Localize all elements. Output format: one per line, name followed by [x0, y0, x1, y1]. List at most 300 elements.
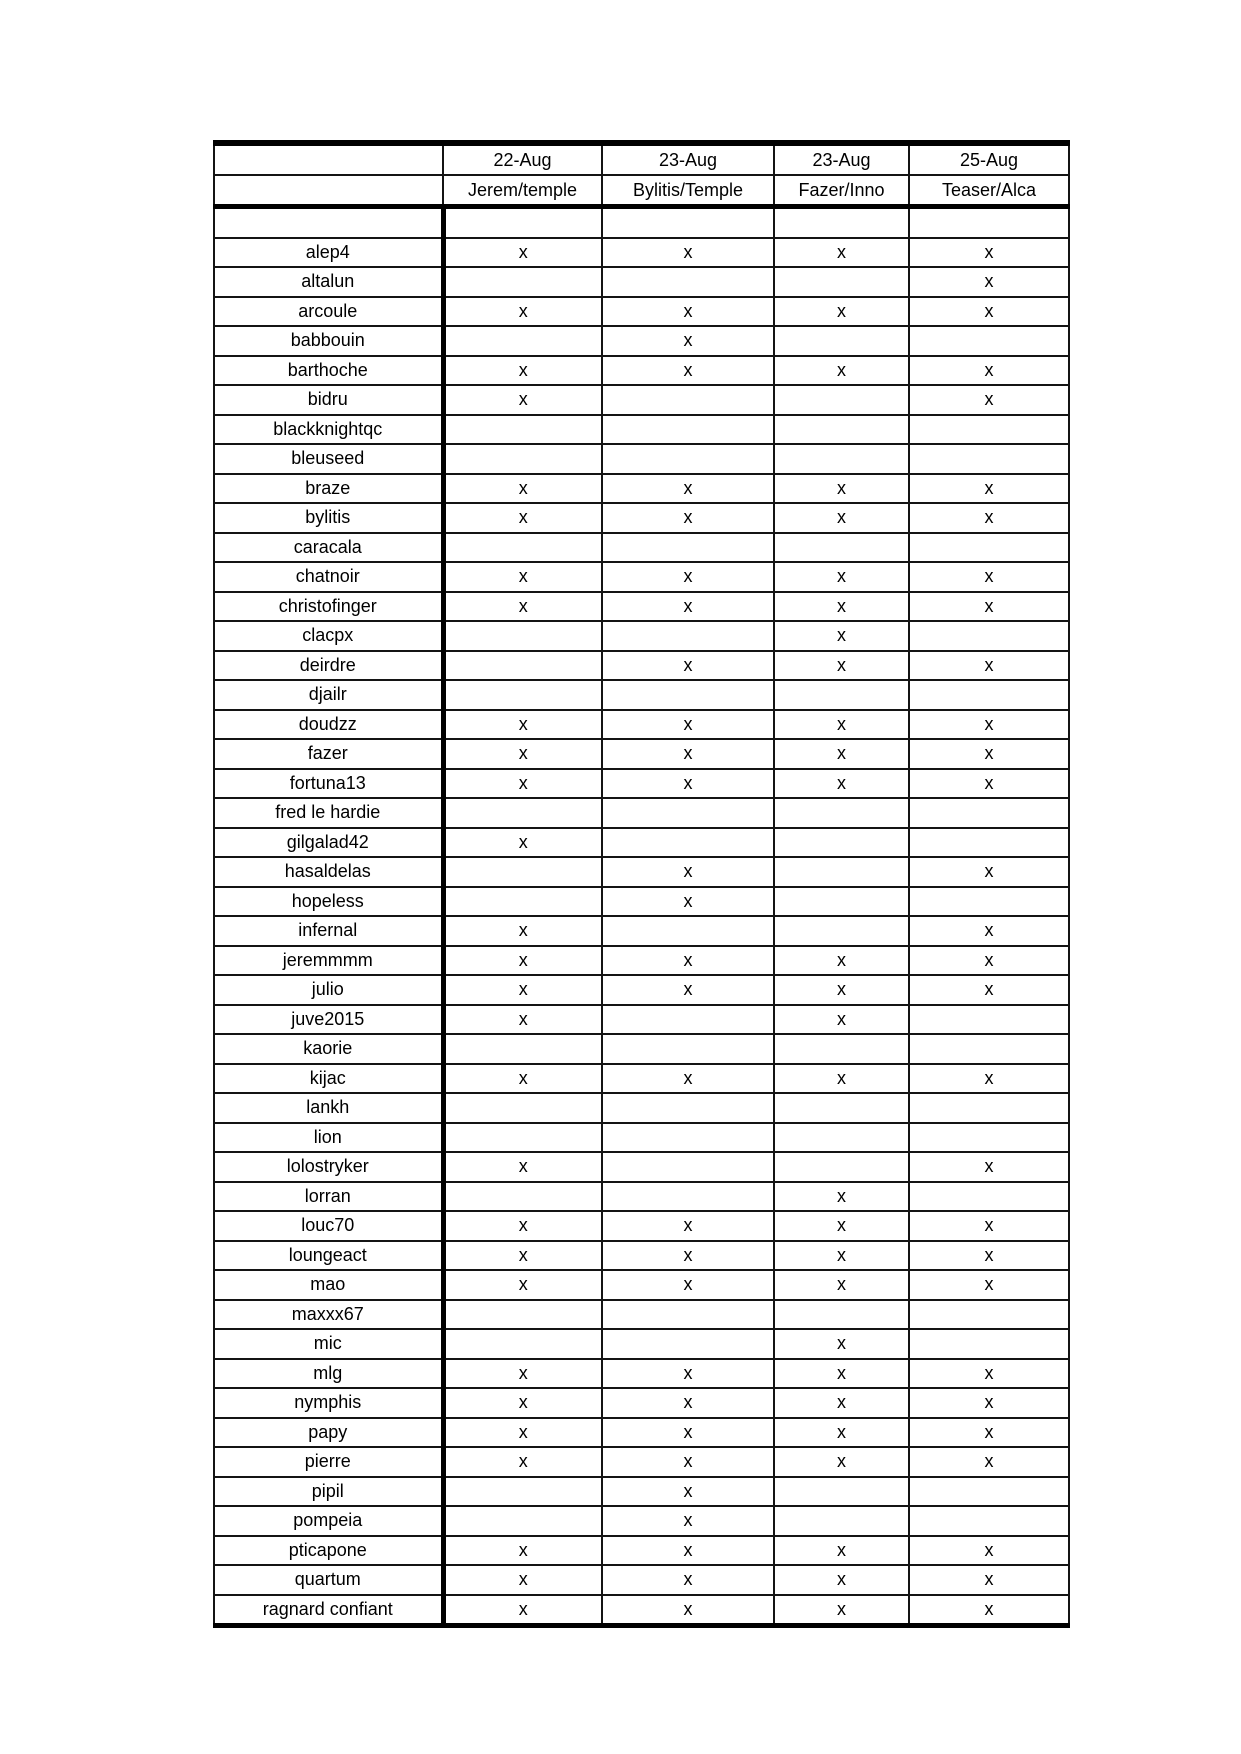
player-row: [214, 474, 1069, 504]
mark-cell: x: [443, 297, 602, 327]
mark-cell: x: [774, 739, 909, 769]
player-row: [214, 1182, 1069, 1212]
mark-cell: x: [909, 1565, 1069, 1595]
mark-cell: x: [602, 769, 774, 799]
mark-cell: [602, 916, 774, 946]
date-header-cell: 23-Aug: [602, 143, 774, 175]
player-name-cell: louc70: [214, 1211, 443, 1241]
mark-cell: [602, 444, 774, 474]
player-name-cell: lorran: [214, 1182, 443, 1212]
spacer-row: [214, 207, 1069, 238]
mark-cell: x: [602, 975, 774, 1005]
mark-cell: [602, 1034, 774, 1064]
player-row: [214, 326, 1069, 356]
mark-cell: x: [602, 1064, 774, 1094]
mark-cell: x: [774, 1418, 909, 1448]
mark-cell: x: [774, 1388, 909, 1418]
mark-cell: x: [774, 1565, 909, 1595]
mark-cell: x: [443, 769, 602, 799]
player-name-cell: hasaldelas: [214, 857, 443, 887]
player-row: [214, 562, 1069, 592]
mark-cell: [443, 1182, 602, 1212]
mark-cell: [774, 444, 909, 474]
mark-cell: [909, 798, 1069, 828]
mark-cell: x: [909, 975, 1069, 1005]
mark-cell: [774, 267, 909, 297]
mark-cell: [774, 1477, 909, 1507]
mark-cell: x: [774, 1595, 909, 1626]
mark-cell: x: [602, 1211, 774, 1241]
mark-cell: x: [602, 1270, 774, 1300]
mark-cell: [909, 1477, 1069, 1507]
mark-cell: [774, 533, 909, 563]
mark-cell: x: [909, 592, 1069, 622]
mark-cell: x: [909, 238, 1069, 268]
mark-cell: [909, 1034, 1069, 1064]
team-header-row: [214, 175, 1069, 207]
mark-cell: [443, 1034, 602, 1064]
mark-cell: x: [774, 1536, 909, 1566]
player-name-cell: doudzz: [214, 710, 443, 740]
mark-cell: x: [602, 1388, 774, 1418]
date-header-cell: 22-Aug: [443, 143, 602, 175]
mark-cell: [602, 798, 774, 828]
spacer-cell: [909, 207, 1069, 238]
mark-cell: x: [443, 710, 602, 740]
mark-cell: x: [443, 1005, 602, 1035]
player-row: [214, 1536, 1069, 1566]
mark-cell: x: [443, 356, 602, 386]
mark-cell: [909, 1123, 1069, 1153]
mark-cell: x: [443, 975, 602, 1005]
player-row: [214, 798, 1069, 828]
mark-cell: x: [602, 1536, 774, 1566]
mark-cell: x: [443, 474, 602, 504]
mark-cell: [602, 267, 774, 297]
mark-cell: [443, 1300, 602, 1330]
mark-cell: [602, 385, 774, 415]
player-row: [214, 916, 1069, 946]
spacer-cell: [214, 207, 443, 238]
mark-cell: [443, 857, 602, 887]
player-name-cell: fazer: [214, 739, 443, 769]
mark-cell: x: [774, 356, 909, 386]
mark-cell: x: [909, 739, 1069, 769]
player-name-cell: caracala: [214, 533, 443, 563]
player-row: [214, 1123, 1069, 1153]
mark-cell: x: [909, 474, 1069, 504]
mark-cell: x: [774, 238, 909, 268]
player-row: [214, 503, 1069, 533]
attendance-table-body: [214, 143, 1069, 1626]
mark-cell: x: [443, 503, 602, 533]
player-row: [214, 1477, 1069, 1507]
spacer-cell: [443, 207, 602, 238]
mark-cell: [443, 1506, 602, 1536]
player-name-cell: alep4: [214, 238, 443, 268]
mark-cell: x: [602, 238, 774, 268]
mark-cell: x: [774, 651, 909, 681]
mark-cell: x: [909, 710, 1069, 740]
mark-cell: [909, 1005, 1069, 1035]
player-row: [214, 1447, 1069, 1477]
mark-cell: x: [909, 1595, 1069, 1626]
mark-cell: [443, 651, 602, 681]
player-name-cell: mlg: [214, 1359, 443, 1389]
mark-cell: x: [774, 946, 909, 976]
mark-cell: x: [602, 710, 774, 740]
player-name-cell: christofinger: [214, 592, 443, 622]
mark-cell: [443, 621, 602, 651]
player-name-cell: bidru: [214, 385, 443, 415]
mark-cell: [774, 828, 909, 858]
mark-cell: x: [602, 474, 774, 504]
player-row: [214, 356, 1069, 386]
mark-cell: x: [443, 1064, 602, 1094]
mark-cell: [909, 326, 1069, 356]
mark-cell: [909, 828, 1069, 858]
player-name-cell: kaorie: [214, 1034, 443, 1064]
team-header-cell: Bylitis/Temple: [602, 175, 774, 207]
mark-cell: x: [909, 769, 1069, 799]
mark-cell: x: [774, 503, 909, 533]
date-header-cell: 25-Aug: [909, 143, 1069, 175]
player-row: [214, 1064, 1069, 1094]
mark-cell: x: [602, 946, 774, 976]
player-row: [214, 1418, 1069, 1448]
mark-cell: [443, 1477, 602, 1507]
mark-cell: x: [443, 562, 602, 592]
player-name-cell: gilgalad42: [214, 828, 443, 858]
player-row: [214, 1506, 1069, 1536]
player-name-cell: loungeact: [214, 1241, 443, 1271]
mark-cell: x: [909, 1211, 1069, 1241]
player-row: [214, 1241, 1069, 1271]
mark-cell: x: [443, 1595, 602, 1626]
player-row: [214, 385, 1069, 415]
mark-cell: [774, 680, 909, 710]
player-name-cell: pipil: [214, 1477, 443, 1507]
mark-cell: [443, 267, 602, 297]
mark-cell: x: [774, 592, 909, 622]
player-name-cell: bleuseed: [214, 444, 443, 474]
player-name-cell: fortuna13: [214, 769, 443, 799]
mark-cell: [909, 1300, 1069, 1330]
mark-cell: x: [443, 739, 602, 769]
player-name-cell: infernal: [214, 916, 443, 946]
mark-cell: [774, 1300, 909, 1330]
mark-cell: [909, 415, 1069, 445]
mark-cell: x: [909, 916, 1069, 946]
mark-cell: x: [602, 1477, 774, 1507]
mark-cell: x: [909, 267, 1069, 297]
mark-cell: x: [774, 562, 909, 592]
mark-cell: x: [602, 739, 774, 769]
mark-cell: x: [774, 1241, 909, 1271]
player-name-cell: lankh: [214, 1093, 443, 1123]
mark-cell: x: [774, 1182, 909, 1212]
mark-cell: [443, 1093, 602, 1123]
mark-cell: x: [602, 1241, 774, 1271]
player-name-cell: pticapone: [214, 1536, 443, 1566]
attendance-table: [213, 140, 1070, 1628]
player-row: [214, 533, 1069, 563]
date-header-row: [214, 143, 1069, 175]
mark-cell: x: [909, 356, 1069, 386]
mark-cell: x: [774, 297, 909, 327]
player-name-cell: juve2015: [214, 1005, 443, 1035]
mark-cell: x: [602, 356, 774, 386]
mark-cell: x: [443, 385, 602, 415]
team-header-cell: Teaser/Alca: [909, 175, 1069, 207]
mark-cell: x: [443, 916, 602, 946]
player-row: [214, 1034, 1069, 1064]
mark-cell: x: [909, 385, 1069, 415]
mark-cell: x: [602, 1418, 774, 1448]
mark-cell: x: [909, 1064, 1069, 1094]
mark-cell: x: [909, 946, 1069, 976]
mark-cell: [909, 1093, 1069, 1123]
mark-cell: [774, 1506, 909, 1536]
player-row: [214, 1211, 1069, 1241]
mark-cell: x: [909, 1536, 1069, 1566]
mark-cell: [602, 415, 774, 445]
mark-cell: [443, 326, 602, 356]
mark-cell: x: [602, 1565, 774, 1595]
mark-cell: x: [774, 1005, 909, 1035]
mark-cell: x: [909, 503, 1069, 533]
mark-cell: x: [774, 1359, 909, 1389]
team-header-cell: Fazer/Inno: [774, 175, 909, 207]
mark-cell: [602, 680, 774, 710]
mark-cell: x: [443, 1447, 602, 1477]
player-row: [214, 1595, 1069, 1626]
player-name-cell: arcoule: [214, 297, 443, 327]
mark-cell: x: [909, 1388, 1069, 1418]
mark-cell: x: [909, 1418, 1069, 1448]
player-row: [214, 975, 1069, 1005]
player-row: [214, 680, 1069, 710]
player-name-cell: mao: [214, 1270, 443, 1300]
mark-cell: [774, 385, 909, 415]
player-row: [214, 1359, 1069, 1389]
mark-cell: [443, 887, 602, 917]
player-name-cell: bylitis: [214, 503, 443, 533]
mark-cell: x: [774, 1270, 909, 1300]
player-name-cell: nymphis: [214, 1388, 443, 1418]
mark-cell: [909, 680, 1069, 710]
player-name-cell: quartum: [214, 1565, 443, 1595]
mark-cell: [602, 1182, 774, 1212]
corner-cell: [214, 143, 443, 175]
mark-cell: [909, 887, 1069, 917]
mark-cell: x: [602, 562, 774, 592]
player-name-cell: jeremmmm: [214, 946, 443, 976]
mark-cell: x: [602, 1447, 774, 1477]
mark-cell: x: [443, 592, 602, 622]
mark-cell: [602, 1123, 774, 1153]
mark-cell: [909, 444, 1069, 474]
mark-cell: [602, 621, 774, 651]
player-row: [214, 1388, 1069, 1418]
mark-cell: x: [602, 503, 774, 533]
mark-cell: x: [909, 1359, 1069, 1389]
mark-cell: x: [909, 1270, 1069, 1300]
mark-cell: x: [443, 1536, 602, 1566]
player-name-cell: altalun: [214, 267, 443, 297]
player-name-cell: deirdre: [214, 651, 443, 681]
mark-cell: [774, 857, 909, 887]
mark-cell: x: [774, 1447, 909, 1477]
mark-cell: [774, 1093, 909, 1123]
mark-cell: x: [909, 1447, 1069, 1477]
mark-cell: x: [443, 1270, 602, 1300]
mark-cell: x: [602, 1595, 774, 1626]
spacer-cell: [602, 207, 774, 238]
mark-cell: x: [443, 946, 602, 976]
mark-cell: x: [774, 1064, 909, 1094]
mark-cell: x: [443, 1359, 602, 1389]
team-header-cell: Jerem/temple: [443, 175, 602, 207]
player-name-cell: clacpx: [214, 621, 443, 651]
mark-cell: [443, 444, 602, 474]
mark-cell: x: [602, 326, 774, 356]
mark-cell: x: [774, 1211, 909, 1241]
player-row: [214, 946, 1069, 976]
mark-cell: [774, 916, 909, 946]
mark-cell: [602, 1300, 774, 1330]
player-row: [214, 710, 1069, 740]
player-row: [214, 857, 1069, 887]
mark-cell: x: [774, 769, 909, 799]
player-row: [214, 267, 1069, 297]
player-name-cell: maxxx67: [214, 1300, 443, 1330]
mark-cell: x: [602, 887, 774, 917]
mark-cell: x: [909, 857, 1069, 887]
mark-cell: x: [909, 1241, 1069, 1271]
mark-cell: x: [602, 1359, 774, 1389]
player-name-cell: babbouin: [214, 326, 443, 356]
mark-cell: x: [443, 1565, 602, 1595]
spacer-cell: [774, 207, 909, 238]
mark-cell: x: [602, 592, 774, 622]
player-row: [214, 444, 1069, 474]
player-name-cell: pompeia: [214, 1506, 443, 1536]
player-row: [214, 828, 1069, 858]
player-row: [214, 621, 1069, 651]
player-row: [214, 1093, 1069, 1123]
mark-cell: x: [909, 562, 1069, 592]
mark-cell: x: [443, 828, 602, 858]
player-row: [214, 1565, 1069, 1595]
player-row: [214, 592, 1069, 622]
mark-cell: x: [774, 975, 909, 1005]
mark-cell: x: [443, 1211, 602, 1241]
mark-cell: x: [774, 1329, 909, 1359]
mark-cell: [774, 326, 909, 356]
mark-cell: [602, 533, 774, 563]
mark-cell: [443, 680, 602, 710]
player-row: [214, 1329, 1069, 1359]
mark-cell: [443, 798, 602, 828]
corner-cell: [214, 175, 443, 207]
mark-cell: [443, 533, 602, 563]
player-name-cell: lolostryker: [214, 1152, 443, 1182]
player-row: [214, 297, 1069, 327]
mark-cell: x: [443, 1418, 602, 1448]
player-name-cell: djailr: [214, 680, 443, 710]
mark-cell: [774, 887, 909, 917]
player-row: [214, 238, 1069, 268]
player-name-cell: hopeless: [214, 887, 443, 917]
player-row: [214, 1300, 1069, 1330]
mark-cell: [909, 621, 1069, 651]
player-row: [214, 1152, 1069, 1182]
player-name-cell: mic: [214, 1329, 443, 1359]
player-name-cell: ragnard confiant: [214, 1595, 443, 1626]
mark-cell: [602, 1005, 774, 1035]
player-name-cell: papy: [214, 1418, 443, 1448]
mark-cell: [774, 1034, 909, 1064]
player-name-cell: chatnoir: [214, 562, 443, 592]
player-name-cell: fred le hardie: [214, 798, 443, 828]
player-name-cell: pierre: [214, 1447, 443, 1477]
player-name-cell: kijac: [214, 1064, 443, 1094]
mark-cell: [602, 1152, 774, 1182]
player-name-cell: barthoche: [214, 356, 443, 386]
mark-cell: [774, 1152, 909, 1182]
mark-cell: x: [443, 1388, 602, 1418]
player-row: [214, 769, 1069, 799]
player-row: [214, 887, 1069, 917]
mark-cell: x: [774, 621, 909, 651]
mark-cell: [909, 1182, 1069, 1212]
mark-cell: x: [909, 297, 1069, 327]
mark-cell: x: [443, 1241, 602, 1271]
mark-cell: [443, 415, 602, 445]
player-name-cell: blackknightqc: [214, 415, 443, 445]
mark-cell: [774, 1123, 909, 1153]
mark-cell: x: [602, 297, 774, 327]
player-name-cell: braze: [214, 474, 443, 504]
player-name-cell: julio: [214, 975, 443, 1005]
mark-cell: [443, 1123, 602, 1153]
player-row: [214, 739, 1069, 769]
player-row: [214, 1270, 1069, 1300]
mark-cell: x: [602, 1506, 774, 1536]
mark-cell: x: [443, 238, 602, 268]
mark-cell: [443, 1329, 602, 1359]
mark-cell: x: [909, 651, 1069, 681]
mark-cell: x: [443, 1152, 602, 1182]
mark-cell: [774, 798, 909, 828]
player-name-cell: lion: [214, 1123, 443, 1153]
mark-cell: x: [602, 651, 774, 681]
mark-cell: x: [909, 1152, 1069, 1182]
mark-cell: [774, 415, 909, 445]
player-row: [214, 415, 1069, 445]
mark-cell: [602, 828, 774, 858]
mark-cell: x: [774, 474, 909, 504]
mark-cell: [909, 1329, 1069, 1359]
mark-cell: [602, 1329, 774, 1359]
mark-cell: x: [602, 857, 774, 887]
mark-cell: x: [774, 710, 909, 740]
mark-cell: [909, 533, 1069, 563]
player-row: [214, 651, 1069, 681]
mark-cell: [602, 1093, 774, 1123]
player-row: [214, 1005, 1069, 1035]
